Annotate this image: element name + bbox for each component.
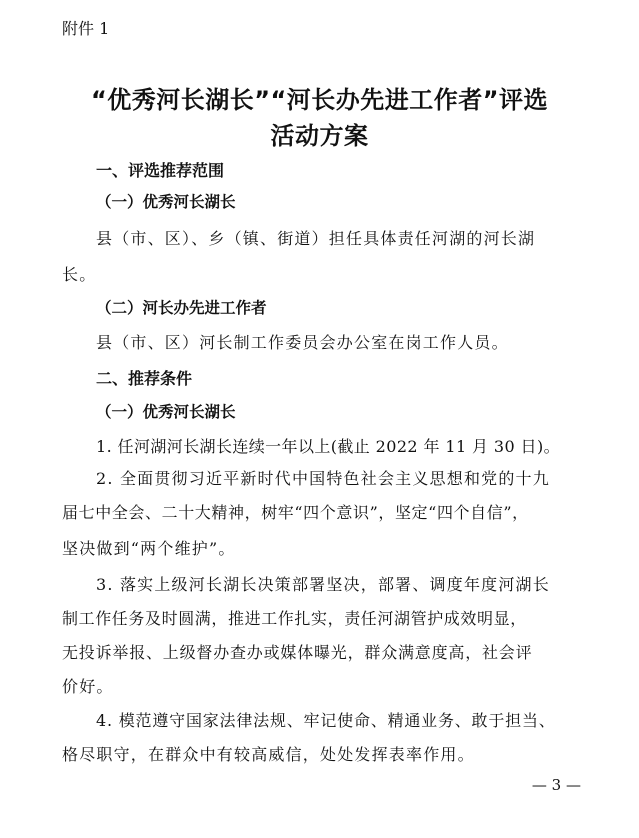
paragraph-line: 县（市、区）河长制工作委员会办公室在岗工作人员。 <box>96 333 509 352</box>
list-item-2-line-3: 坚决做到“两个维护”。 <box>62 539 236 558</box>
subsection-heading-1-2: （二）河长办先进工作者 <box>96 299 267 317</box>
document-title-line-1: “优秀河长湖长”“河长办先进工作者”评选 <box>90 86 549 114</box>
subsection-heading-1-1: （一）优秀河长湖长 <box>96 193 236 211</box>
page-number: — 3 — <box>531 776 581 794</box>
list-item-3-line-1: 3. 落实上级河长湖长决策部署坚决，部署、调度年度河湖长 <box>96 575 550 594</box>
list-item-3-line-4: 价好。 <box>62 677 114 696</box>
list-item-2-line-1: 2. 全面贯彻习近平新时代中国特色社会主义思想和党的十九 <box>96 469 550 488</box>
list-item-1: 1. 任河湖河长湖长连续一年以上(截止 2022 年 11 月 30 日)。 <box>96 437 560 456</box>
list-item-4-line-2: 格尽职守，在群众中有较高威信，处处发挥表率作用。 <box>62 745 475 764</box>
section-heading-1: 一、评选推荐范围 <box>96 161 225 180</box>
list-item-3-line-2: 制工作任务及时圆满，推进工作扎实，责任河湖管护成效明显， <box>62 609 527 628</box>
document-title-line-2: 活动方案 <box>270 122 369 150</box>
list-item-4-line-1: 4. 模范遵守国家法律法规、牢记使命、精通业务、敢于担当、 <box>96 711 556 730</box>
paragraph-line: 长。 <box>62 265 97 284</box>
attachment-label: 附件 1 <box>62 19 110 38</box>
section-heading-2: 二、推荐条件 <box>96 369 193 388</box>
paragraph-line: 县（市、区）、乡（镇、街道）担任具体责任河湖的河长湖 <box>96 229 536 248</box>
list-item-3-line-3: 无投诉举报、上级督办查办或媒体曝光，群众满意度高，社会评 <box>62 643 533 662</box>
list-item-2-line-2: 届七中全会、二十大精神，树牢“四个意识”，坚定“四个自信”， <box>62 503 529 522</box>
subsection-heading-2-1: （一）优秀河长湖长 <box>96 403 236 421</box>
